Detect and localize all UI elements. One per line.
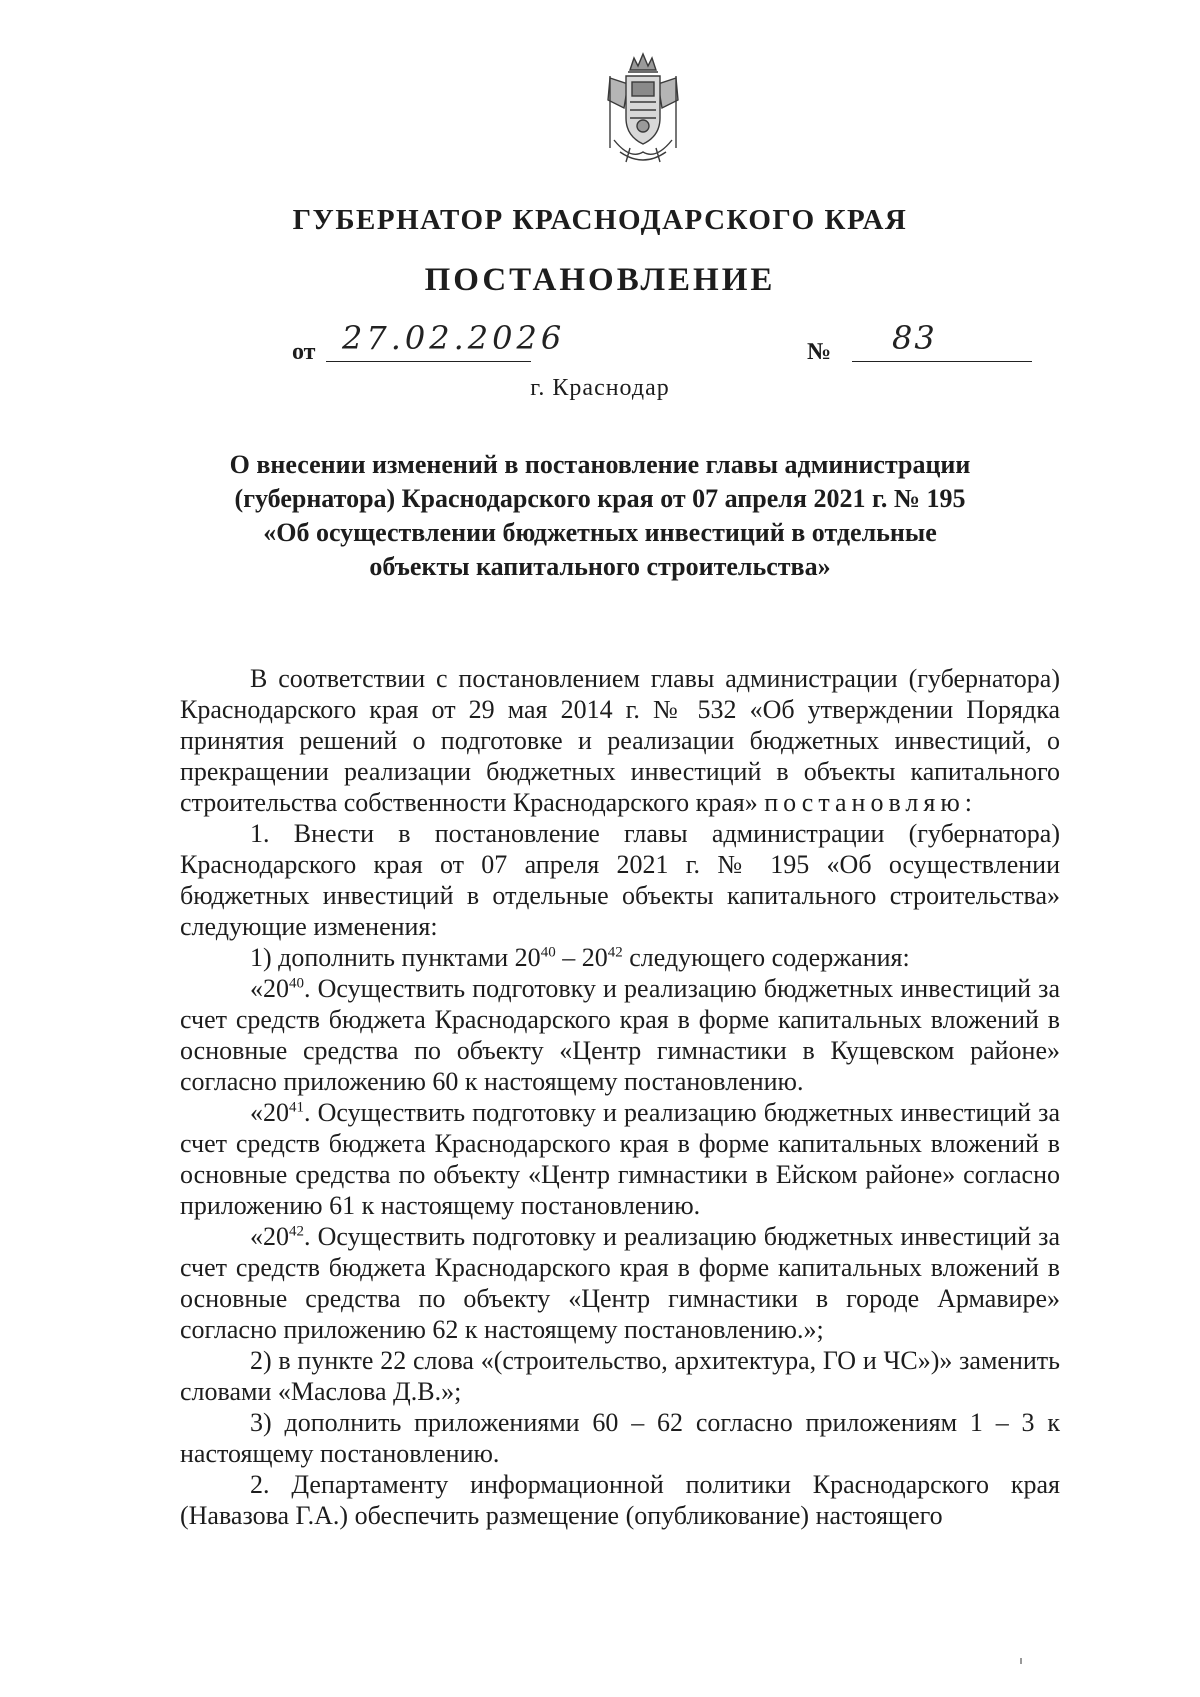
authority-title: ГУБЕРНАТОР КРАСНОДАРСКОГО КРАЯ <box>292 204 908 236</box>
number-field <box>852 319 1032 362</box>
city-line: г. Краснодар <box>530 375 670 401</box>
handwritten-number: 83 <box>892 319 937 357</box>
text-run: – 20 <box>555 943 608 972</box>
text-run: «20 <box>250 1222 289 1251</box>
item-20-41-paragraph <box>180 1097 1060 1221</box>
document-subject <box>180 448 1020 584</box>
scan-mark <box>1020 1658 1022 1664</box>
text-run: «20 <box>250 1098 289 1127</box>
krasnodar-coat-of-arms-icon <box>600 48 686 168</box>
superscript: 42 <box>607 944 623 961</box>
clause-2-paragraph: 2. Департаменту информационной политики Краснодарского края (Навазова Г.А.) обеспечить размещение (опубликование) настоящего <box>180 1470 1060 1530</box>
subclause-1-paragraph <box>180 942 1060 973</box>
text-run: . Осуществить подготовку и реализацию бюджетных инвестиций за счет средств бюджета Краснодарского края в форме капитальных вложений в основные средства по объекту «Центр гимнастики в городе Армавире» согласно приложению 62 к настоящему постановлению.»; <box>180 1222 1060 1344</box>
handwritten-date: 27.02.2026 <box>342 319 566 357</box>
document-body <box>180 663 1060 1531</box>
text-run: следующего содержания: <box>622 943 910 972</box>
superscript: 40 <box>540 944 556 961</box>
document-type-title: ПОСТАНОВЛЕНИЕ <box>424 262 776 298</box>
number-label: № <box>807 339 832 365</box>
superscript: 42 <box>289 1223 304 1240</box>
item-20-40-paragraph <box>180 973 1060 1097</box>
subject-line: объекты капитального строительства» <box>369 552 831 581</box>
subject-line: (губернатора) Краснодарского края от 07 апреля 2021 г. № 195 <box>234 484 966 513</box>
superscript: 41 <box>289 1099 304 1116</box>
text-run: . Осуществить подготовку и реализацию бюджетных инвестиций за счет средств бюджета Краснодарского края в форме капитальных вложений в основные средства по объекту «Центр гимнастики в Ейском районе» согласно приложению 61 к настоящему постановлению. <box>180 1098 1060 1220</box>
text-run: 1) дополнить пунктами 20 <box>250 943 541 972</box>
text-run: «20 <box>250 974 289 1003</box>
subclause-2-paragraph: 2) в пункте 22 слова «(строительство, архитектура, ГО и ЧС»)» заменить словами «Маслова Д.В.»; <box>180 1346 1060 1406</box>
subclause-3-paragraph: 3) дополнить приложениями 60 – 62 согласно приложениям 1 – 3 к настоящему постановлению. <box>180 1408 1060 1468</box>
subject-line: «Об осуществлении бюджетных инвестиций в отдельные <box>263 518 937 547</box>
date-field <box>326 319 566 362</box>
date-number-row <box>292 319 1032 365</box>
date-prefix: от <box>292 339 316 365</box>
subject-line: О внесении изменений в постановление главы администрации <box>229 450 971 479</box>
clause-1-paragraph: 1. Внести в постановление главы администрации (губернатора) Краснодарского края от 07 апреля 2021 г. № 195 «Об осуществлении бюджетных инвестиций в отдельные объекты капитального строительства» следующие изменения: <box>180 819 1060 941</box>
preamble-text: В соответствии с постановлением главы администрации (губернатора) Краснодарского края от 29 мая 2014 г. № 532 «Об утверждении Порядка принятия решений о подготовке и реализации бюджетных инвестиций, о прекращении реализации бюджетных инвестиций в объекты капитального строительства собственности Краснодарского края» <box>180 664 1060 817</box>
superscript: 40 <box>289 975 304 992</box>
text-run: . Осуществить подготовку и реализацию бюджетных инвестиций за счет средств бюджета Краснодарского края в форме капитальных вложений в основные средства по объекту «Центр гимнастики в Кущевском районе» согласно приложению 60 к настоящему постановлению. <box>180 974 1060 1096</box>
preamble-paragraph <box>180 663 1060 818</box>
item-20-42-paragraph <box>180 1221 1060 1345</box>
resolve-verb: постановляю: <box>764 788 977 817</box>
